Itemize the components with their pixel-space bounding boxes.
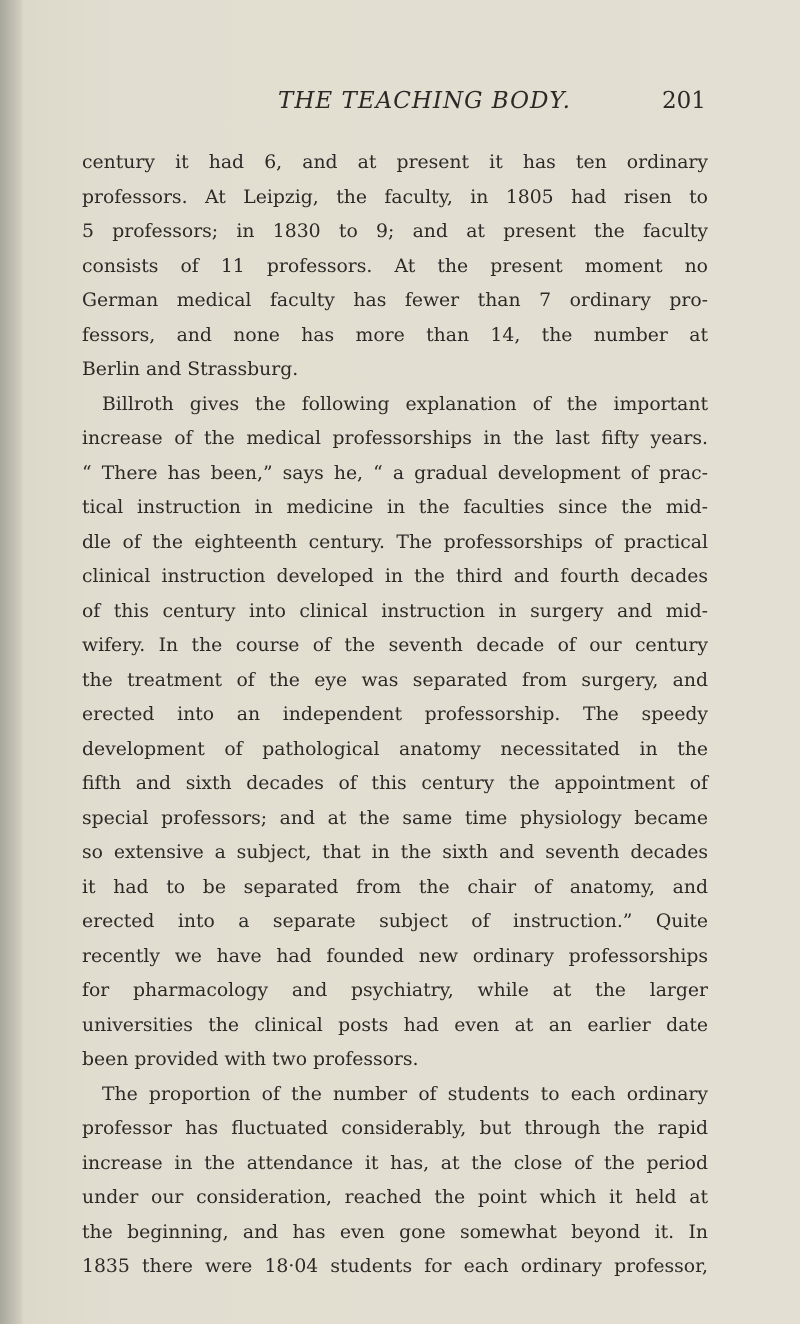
text-line: German medical faculty has fewer than 7 ordinary pro- xyxy=(82,290,708,311)
text-line: century it had 6, and at present it has ten ordinary xyxy=(82,152,708,173)
text-line: the treatment of the eye was separated from surgery, and xyxy=(82,669,708,691)
text-line: consists of 11 professors. At the present moment no xyxy=(82,255,708,277)
text-line: clinical instruction developed in the third and fourth decades xyxy=(82,566,708,587)
text-line: increase in the attendance it has, at the close of the period xyxy=(82,1152,708,1174)
running-head: THE TEACHING BODY. xyxy=(278,88,571,114)
page-binding-shadow xyxy=(0,0,22,1324)
text-line: universities the clinical posts had even at an earlier date xyxy=(82,1014,708,1036)
text-line: so extensive a subject, that in the sixth and seventh decades xyxy=(82,842,708,863)
text-line: dle of the eighteenth century. The professorships of practical xyxy=(82,531,708,553)
text-line: tical instruction in medicine in the faculties since the mid- xyxy=(82,497,708,518)
text-line: “ There has been,” says he, “ a gradual development of prac- xyxy=(82,462,708,484)
text-line: wifery. In the course of the seventh decade of our century xyxy=(82,635,708,656)
text-line: the beginning, and has even gone somewhat beyond it. In xyxy=(82,1221,708,1243)
text-line: professors. At Leipzig, the faculty, in 1805 had risen to xyxy=(82,186,708,208)
text-line: professor has fluctuated considerably, but through the rapid xyxy=(82,1118,708,1139)
text-line: development of pathological anatomy necessitated in the xyxy=(82,738,708,760)
text-line: erected into an independent professorship. The speedy xyxy=(82,704,708,725)
text-line: increase of the medical professorships in the last fifty years. xyxy=(82,428,708,449)
text-line: fessors, and none has more than 14, the number at xyxy=(82,324,708,346)
text-line: fifth and sixth decades of this century the appointment of xyxy=(82,773,708,794)
text-line: under our consideration, reached the point which it held at xyxy=(82,1187,708,1208)
text-line: 5 professors; in 1830 to 9; and at present the faculty xyxy=(82,221,708,242)
text-line: been provided with two professors. xyxy=(82,1049,419,1070)
text-line: special professors; and at the same time physiology became xyxy=(82,807,708,829)
page-number: 201 xyxy=(662,88,706,114)
text-line: recently we have had founded new ordinary professorships xyxy=(82,945,708,967)
text-line: 1835 there were 18·04 students for each ordinary professor, xyxy=(82,1256,708,1277)
text-line: Berlin and Strassburg. xyxy=(82,359,299,380)
text-line: it had to be separated from the chair of anatomy, and xyxy=(82,876,708,898)
text-line: erected into a separate subject of instruction.” Quite xyxy=(82,911,708,932)
text-line: Billroth gives the following explanation of the important xyxy=(102,393,708,415)
text-line: for pharmacology and psychiatry, while at the larger xyxy=(82,980,708,1001)
body-text xyxy=(82,146,708,1285)
text-line: The proportion of the number of students to each ordinary xyxy=(102,1083,708,1105)
page-header xyxy=(0,88,720,118)
text-line: of this century into clinical instruction in surgery and mid- xyxy=(82,600,708,622)
